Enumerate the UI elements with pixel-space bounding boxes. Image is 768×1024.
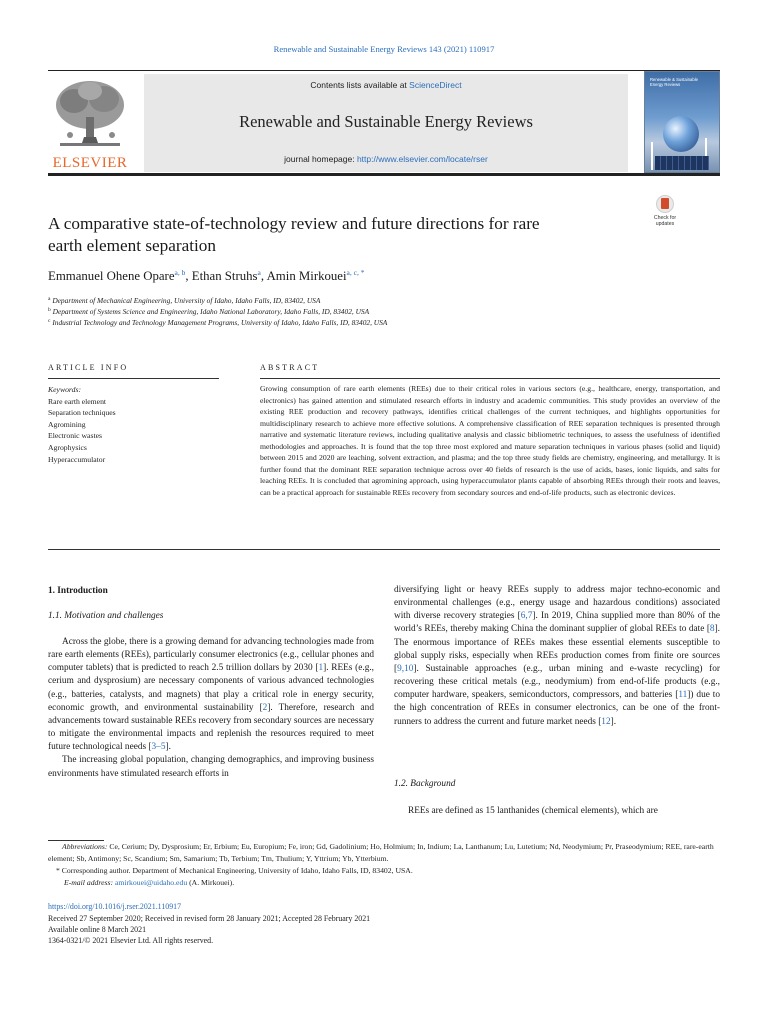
received-dates: Received 27 September 2020; Received in revised form 28 January 2021; Accepted 28 February 2021 <box>48 914 371 923</box>
body-text-left-column <box>48 636 374 781</box>
article-title-line: earth element separation <box>48 236 216 255</box>
abstract-text: Growing consumption of rare earth elements (REEs) due to their critical roles in various sectors (e.g., healthcare, energy, transportation, and electronics) has gained attention and stimulated research efforts in industry and academic communities. This study provides an overview of the existing REE production and recovery pathways, identifies critical challenges of the current techniques, and highlights opportunities for multidisciplinary research to achieve more effective solutions. A comprehensive classification of REE separation techniques is presented through narrative and systematic literature reviews, including qualitative analysis and classic bibliometric techniques, to assess the usefulness of identified methodologies and approaches. It is found that the top three most explored and mature separation techniques in various phases (solid and liquid) between 2015 and 2020 are leaching, solvent extraction, and plasma; and the top three study fields are chemistry, engineering, and metallurgy. It is further found that the dominant REE separation technique across over 40 fields of research is the use of acids, bases, ionic liquids, and salts for leaching REEs. It is concluded that agromining approach, using hyperaccumulator plants capable of absorbing REEs through their roots and leaves, can be a practical approach for sustainable REEs recovery from secondary sources and end-of-life products, such as electronic devices. <box>260 384 720 497</box>
cover-title: Renewable & Sustainable Energy Reviews <box>650 77 698 87</box>
citation-link[interactable]: 8 <box>709 624 715 635</box>
citation-link[interactable]: 9,10 <box>397 663 414 674</box>
homepage-link[interactable]: http://www.elsevier.com/locate/rser <box>356 154 488 164</box>
author-list: Emmanuel Ohene Opare$^{a, b}$, Ethan Struhs$^a$, Amin Mirkouei$^{a, c, *}$ <box>48 268 365 283</box>
cover-globe-graphic <box>663 116 699 152</box>
citation-link[interactable]: 6,7 <box>520 611 533 622</box>
email-link[interactable]: amirkouei@uidaho.edu <box>114 878 188 887</box>
paragraph: diversifying light or heavy REEs supply to address major techno-economic and environmental challenges (e.g., energy usage and hazardous conditions) associated with diverse recovery strategies [6,7]. In 2019, China supplied more than 80% of the world’s REEs, thereby making China the dominant supplier of global REEs to date [8]. The enormous importance of REEs makes these essential elements susceptible to global supply risks, especially when REEs production comes from finite ore sources [9,10]. Sustainable approaches (e.g., urban mining and e-waste recycling) for recovering these critical metals (e.g., neodymium) from end-of-life products (e.g., computer hardware, speakers, semiconductors, compressors, and batteries [11]) due to the high concentration of REEs in consumer electronics, can be one of the front-runners to address the current and future market needs [12]. <box>394 585 721 727</box>
check-for-updates-label: Check for updates <box>653 215 677 227</box>
contents-prefix: Contents lists available at <box>310 80 410 90</box>
subsection-heading: 1.1. Motivation and challenges <box>48 611 164 621</box>
abbreviations-label: Abbreviations: <box>62 842 108 851</box>
divider <box>48 378 219 379</box>
online-date: Available online 8 March 2021 <box>48 925 147 934</box>
author-name[interactable]: Emmanuel Ohene Opare <box>48 269 175 283</box>
corresponding-author-footnote: * Corresponding author. Department of Mechanical Engineering, University of Idaho, Idaho Falls, ID, 83402, USA. <box>56 866 413 875</box>
abbreviations-footnote: Abbreviations: Ce, Cerium; Dy, Dysprosium; Er, Erbium; Eu, Europium; Fe, iron; Gd, Gadolinium; Ho, Holmium; In, Indium; La, Lanthanum; Lu, Lutetium; Nd, Neodymium; Pr, Praseodymium; REE, rare-earth element; Sb, Antimony; Sc, Scandium; Sm, Samarium; Tb, Terbium; Tm, Thulium; Y, Yttrium; Yb, Ytterbium. <box>48 842 714 863</box>
contents-line <box>144 80 628 90</box>
body-text-right-column <box>394 805 720 818</box>
journal-title[interactable]: Renewable and Sustainable Energy Reviews <box>239 112 533 131</box>
article-title-line: A comparative state-of-technology review and future directions for rare <box>48 214 540 233</box>
abstract-heading: ABSTRACT <box>260 363 320 372</box>
paragraph: Across the globe, there is a growing demand for advancing technologies made from rare earth elements (REEs), particularly consumer electronics (e.g., cellular phones and computer tablets) that is predicted to reach 2.5 trillion dollars by 2030 [1]. REEs (e.g., cerium and dysprosium) are necessary components of various advanced technologies (e.g., batteries, catalysts, and magnets) that play a critical role in energy security, economic growth, and environmental sustainability [2]. Therefore, research and advancements toward sustainable REEs recovery from secondary sources are necessary to mitigate the environmental impacts and replenish the resources required to meet future technological needs [3–5]. <box>48 637 374 753</box>
doi-link[interactable]: https://doi.org/10.1016/j.rser.2021.110917 <box>48 902 182 911</box>
journal-homepage-line <box>144 154 628 164</box>
journal-info-band <box>144 74 628 172</box>
body-text-right-column <box>394 584 720 729</box>
keywords-heading: Keywords: <box>48 385 82 394</box>
keyword: Rare earth element <box>48 396 107 406</box>
author-name[interactable]: Amin Mirkouei <box>266 269 347 283</box>
elsevier-wordmark: ELSEVIER <box>52 155 128 171</box>
cover-solar-panel-graphic <box>655 156 709 170</box>
journal-masthead <box>48 70 720 176</box>
author-name[interactable]: Ethan Struhs <box>191 269 258 283</box>
homepage-prefix: journal homepage: <box>284 154 357 164</box>
author-affiliation-marker[interactable]: a, b <box>174 268 186 277</box>
elsevier-logo[interactable] <box>48 77 132 171</box>
check-for-updates-badge[interactable] <box>645 195 685 231</box>
citation-link[interactable]: 12 <box>601 716 611 727</box>
article-info-heading: ARTICLE INFO <box>48 363 129 372</box>
author-affiliation-marker[interactable]: a, c, * <box>346 268 365 277</box>
email-footnote: E-mail address: amirkouei@uidaho.edu (A. Mirkouei). <box>64 878 235 887</box>
keyword: Hyperaccumulator <box>48 454 106 464</box>
sciencedirect-link[interactable]: ScienceDirect <box>409 80 462 90</box>
citation-link[interactable]: 11 <box>678 690 688 701</box>
keywords-block <box>48 384 218 465</box>
subsection-heading: 1.2. Background <box>394 779 456 789</box>
affiliation: $^b$ Department of Systems Science and Engineering, Idaho National Laboratory, Idaho Falls, ID, 83402, USA <box>48 307 370 316</box>
divider <box>48 549 720 550</box>
author-affiliation-marker[interactable]: a <box>257 268 261 277</box>
keyword: Separation techniques <box>48 408 116 418</box>
elsevier-tree-icon <box>52 77 128 151</box>
running-head: Renewable and Sustainable Energy Reviews 143 (2021) 110917 <box>273 44 495 54</box>
section-heading: 1. Introduction <box>48 586 108 596</box>
journal-cover-image[interactable] <box>644 71 720 173</box>
keyword: Agrophysics <box>48 442 87 452</box>
paragraph: REEs are defined as 15 lanthanides (chemical elements), which are <box>408 806 658 816</box>
affiliation: $^c$ Industrial Technology and Technology Management Programs, University of Idaho, Idaho Falls, ID, 83402, USA <box>48 318 388 327</box>
keyword: Electronic wastes <box>48 431 103 441</box>
keyword: Agromining <box>48 419 86 429</box>
article-title <box>48 213 608 257</box>
citation-link[interactable]: 1 <box>318 663 324 674</box>
paragraph: The increasing global population, changing demographics, and improving business environments have stimulated research efforts in <box>48 755 374 779</box>
affiliation: $^a$ Department of Mechanical Engineering, University of Idaho, Idaho Falls, ID, 83402, USA <box>48 296 321 305</box>
citation-link[interactable]: 2 <box>262 702 268 713</box>
citation-link[interactable]: 3–5 <box>151 742 166 753</box>
divider <box>260 378 720 379</box>
cover-turbine-graphic <box>651 142 653 170</box>
email-label: E-mail address: <box>64 878 114 887</box>
copyright: 1364-0321/© 2021 Elsevier Ltd. All rights reserved. <box>48 936 214 945</box>
bookmark-icon <box>661 198 669 209</box>
